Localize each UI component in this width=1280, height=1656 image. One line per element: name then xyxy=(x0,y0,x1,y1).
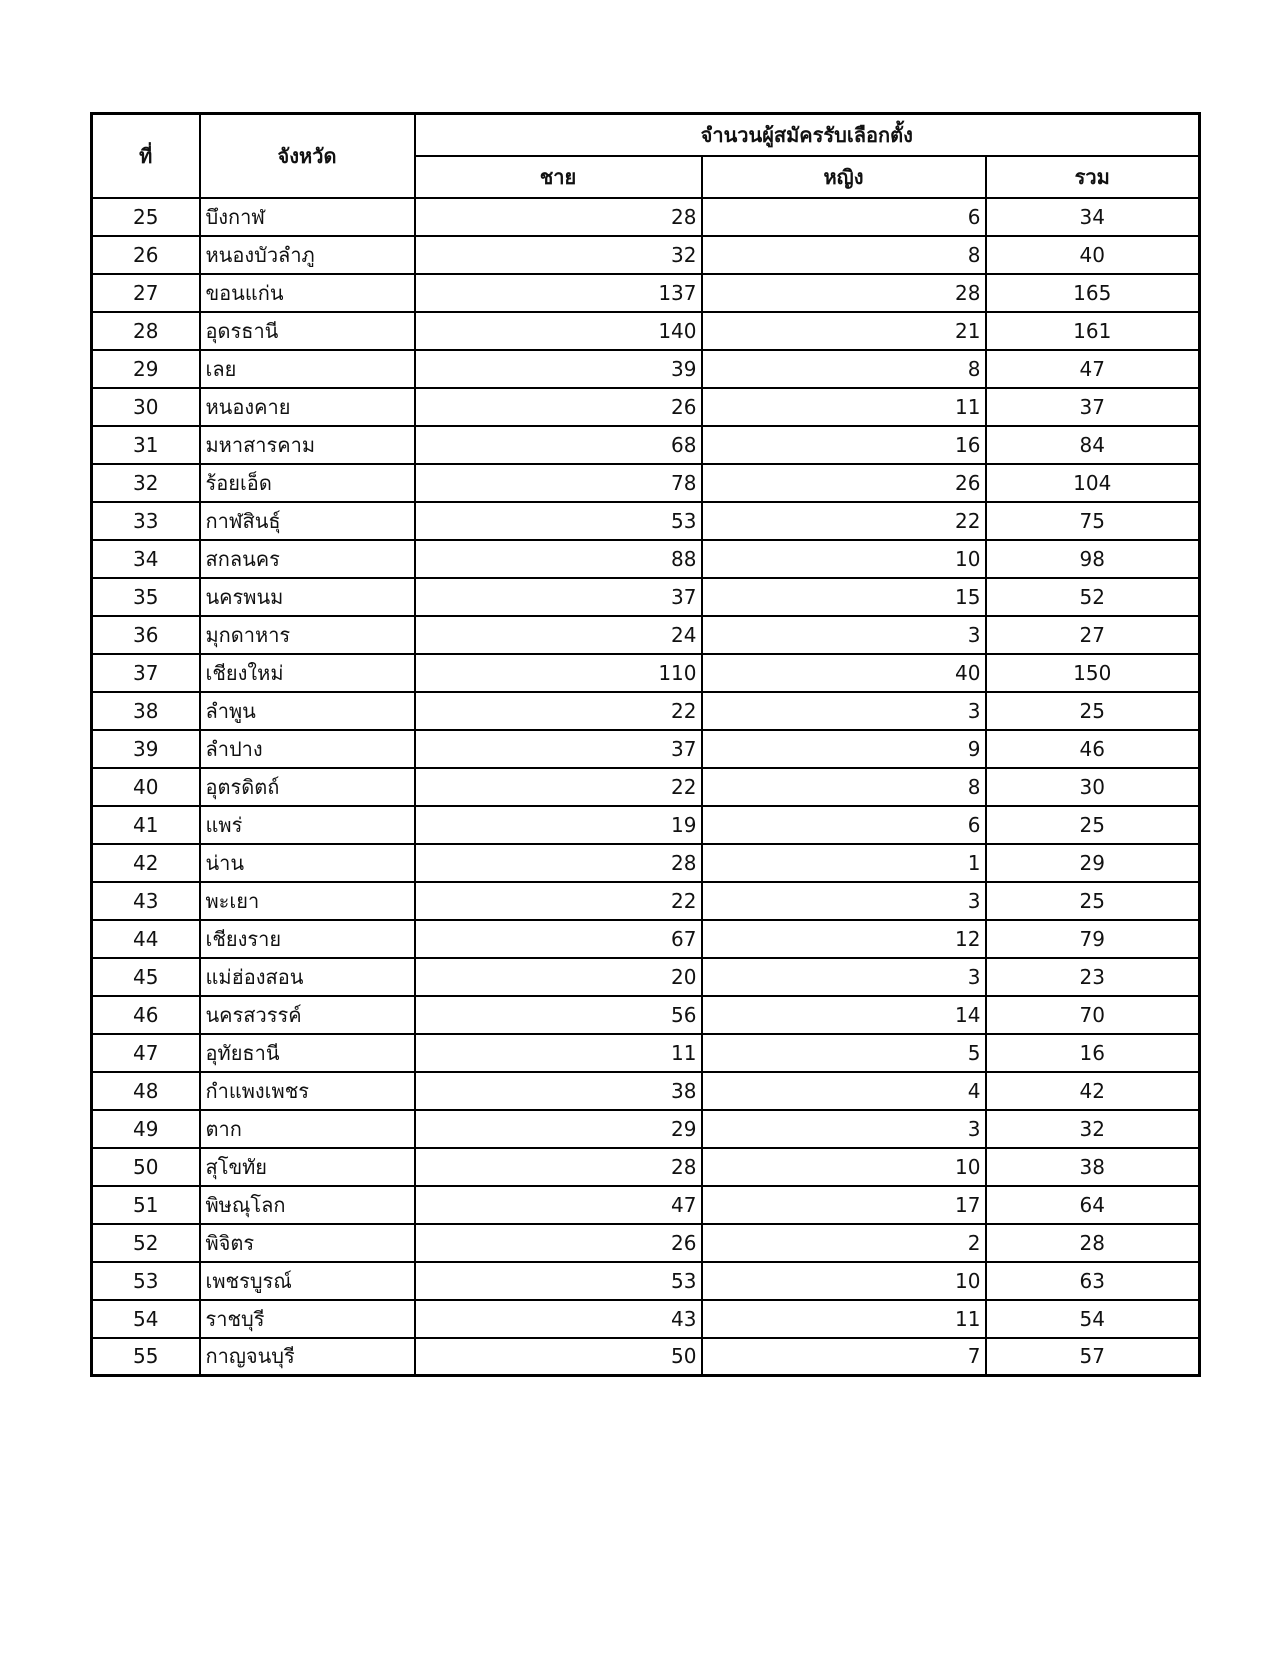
cell-no: 51 xyxy=(92,1186,200,1224)
table-row xyxy=(92,198,1200,236)
cell-total: 47 xyxy=(986,350,1200,388)
cell-female: 26 xyxy=(702,464,986,502)
cell-total: 40 xyxy=(986,236,1200,274)
cell-no: 52 xyxy=(92,1224,200,1262)
cell-male: 67 xyxy=(415,920,702,958)
header-candidate-count: จำนวนผู้สมัครรับเลือกตั้ง xyxy=(415,114,1200,156)
cell-female: 11 xyxy=(702,388,986,426)
table-row xyxy=(92,1224,1200,1262)
cell-male: 24 xyxy=(415,616,702,654)
cell-province: ราชบุรี xyxy=(200,1300,415,1338)
table-row xyxy=(92,768,1200,806)
cell-male: 88 xyxy=(415,540,702,578)
cell-male: 38 xyxy=(415,1072,702,1110)
table-row xyxy=(92,654,1200,692)
cell-total: 70 xyxy=(986,996,1200,1034)
cell-province: พะเยา xyxy=(200,882,415,920)
cell-female: 17 xyxy=(702,1186,986,1224)
cell-province: นครสวรรค์ xyxy=(200,996,415,1034)
cell-province: ลำพูน xyxy=(200,692,415,730)
cell-province: นครพนม xyxy=(200,578,415,616)
cell-no: 53 xyxy=(92,1262,200,1300)
cell-no: 40 xyxy=(92,768,200,806)
cell-province: อุดรธานี xyxy=(200,312,415,350)
cell-total: 75 xyxy=(986,502,1200,540)
cell-female: 14 xyxy=(702,996,986,1034)
cell-province: น่าน xyxy=(200,844,415,882)
cell-no: 35 xyxy=(92,578,200,616)
header-province: จังหวัด xyxy=(200,114,415,198)
cell-female: 21 xyxy=(702,312,986,350)
cell-province: กาฬสินธุ์ xyxy=(200,502,415,540)
cell-total: 150 xyxy=(986,654,1200,692)
table-row xyxy=(92,1148,1200,1186)
table-row xyxy=(92,426,1200,464)
table-row xyxy=(92,578,1200,616)
cell-male: 32 xyxy=(415,236,702,274)
table-row xyxy=(92,844,1200,882)
cell-female: 4 xyxy=(702,1072,986,1110)
cell-total: 30 xyxy=(986,768,1200,806)
cell-total: 84 xyxy=(986,426,1200,464)
table-row xyxy=(92,236,1200,274)
cell-no: 34 xyxy=(92,540,200,578)
cell-male: 110 xyxy=(415,654,702,692)
cell-male: 78 xyxy=(415,464,702,502)
table-row xyxy=(92,312,1200,350)
table-row xyxy=(92,388,1200,426)
cell-total: 23 xyxy=(986,958,1200,996)
table-row xyxy=(92,502,1200,540)
table-row xyxy=(92,882,1200,920)
cell-province: กาญจนบุรี xyxy=(200,1338,415,1376)
cell-male: 140 xyxy=(415,312,702,350)
cell-male: 29 xyxy=(415,1110,702,1148)
table-row xyxy=(92,274,1200,312)
cell-female: 28 xyxy=(702,274,986,312)
table-row xyxy=(92,958,1200,996)
cell-female: 3 xyxy=(702,1110,986,1148)
cell-female: 3 xyxy=(702,958,986,996)
cell-total: 104 xyxy=(986,464,1200,502)
cell-total: 34 xyxy=(986,198,1200,236)
table-row xyxy=(92,996,1200,1034)
cell-province: หนองบัวลำภู xyxy=(200,236,415,274)
cell-no: 29 xyxy=(92,350,200,388)
cell-no: 45 xyxy=(92,958,200,996)
table-row xyxy=(92,1110,1200,1148)
cell-male: 68 xyxy=(415,426,702,464)
table-row xyxy=(92,1072,1200,1110)
cell-male: 37 xyxy=(415,578,702,616)
cell-province: เชียงราย xyxy=(200,920,415,958)
cell-female: 5 xyxy=(702,1034,986,1072)
cell-female: 10 xyxy=(702,1262,986,1300)
cell-female: 6 xyxy=(702,806,986,844)
cell-male: 28 xyxy=(415,844,702,882)
cell-no: 42 xyxy=(92,844,200,882)
header-no: ที่ xyxy=(92,114,200,198)
cell-male: 22 xyxy=(415,882,702,920)
cell-province: มหาสารคาม xyxy=(200,426,415,464)
cell-no: 38 xyxy=(92,692,200,730)
cell-female: 40 xyxy=(702,654,986,692)
cell-no: 41 xyxy=(92,806,200,844)
cell-province: แพร่ xyxy=(200,806,415,844)
cell-no: 46 xyxy=(92,996,200,1034)
cell-total: 46 xyxy=(986,730,1200,768)
cell-male: 56 xyxy=(415,996,702,1034)
cell-no: 25 xyxy=(92,198,200,236)
cell-no: 37 xyxy=(92,654,200,692)
cell-total: 25 xyxy=(986,882,1200,920)
cell-no: 49 xyxy=(92,1110,200,1148)
cell-total: 38 xyxy=(986,1148,1200,1186)
table-row xyxy=(92,1262,1200,1300)
cell-female: 9 xyxy=(702,730,986,768)
cell-no: 44 xyxy=(92,920,200,958)
cell-male: 26 xyxy=(415,388,702,426)
table-row xyxy=(92,692,1200,730)
table-row xyxy=(92,540,1200,578)
cell-male: 37 xyxy=(415,730,702,768)
cell-province: พิจิตร xyxy=(200,1224,415,1262)
cell-female: 6 xyxy=(702,198,986,236)
cell-male: 11 xyxy=(415,1034,702,1072)
cell-female: 7 xyxy=(702,1338,986,1376)
table-row xyxy=(92,920,1200,958)
cell-province: พิษณุโลก xyxy=(200,1186,415,1224)
header-total: รวม xyxy=(986,156,1200,198)
cell-province: หนองคาย xyxy=(200,388,415,426)
cell-female: 3 xyxy=(702,616,986,654)
cell-total: 29 xyxy=(986,844,1200,882)
cell-no: 55 xyxy=(92,1338,200,1376)
cell-female: 11 xyxy=(702,1300,986,1338)
candidates-table xyxy=(90,112,1201,1377)
cell-no: 30 xyxy=(92,388,200,426)
cell-male: 43 xyxy=(415,1300,702,1338)
cell-male: 50 xyxy=(415,1338,702,1376)
header-male: ชาย xyxy=(415,156,702,198)
cell-no: 26 xyxy=(92,236,200,274)
table-row xyxy=(92,1186,1200,1224)
cell-province: สกลนคร xyxy=(200,540,415,578)
cell-female: 10 xyxy=(702,540,986,578)
cell-male: 22 xyxy=(415,692,702,730)
cell-male: 137 xyxy=(415,274,702,312)
cell-female: 16 xyxy=(702,426,986,464)
cell-total: 98 xyxy=(986,540,1200,578)
cell-male: 53 xyxy=(415,1262,702,1300)
cell-province: เชียงใหม่ xyxy=(200,654,415,692)
cell-male: 28 xyxy=(415,1148,702,1186)
cell-no: 32 xyxy=(92,464,200,502)
table-row xyxy=(92,1338,1200,1376)
cell-province: ลำปาง xyxy=(200,730,415,768)
cell-female: 12 xyxy=(702,920,986,958)
table-row xyxy=(92,1300,1200,1338)
cell-total: 54 xyxy=(986,1300,1200,1338)
cell-male: 53 xyxy=(415,502,702,540)
cell-total: 27 xyxy=(986,616,1200,654)
cell-male: 20 xyxy=(415,958,702,996)
cell-male: 39 xyxy=(415,350,702,388)
table-body xyxy=(92,198,1200,1376)
table-row xyxy=(92,464,1200,502)
cell-total: 32 xyxy=(986,1110,1200,1148)
header-female: หญิง xyxy=(702,156,986,198)
cell-province: อุตรดิตถ์ xyxy=(200,768,415,806)
cell-no: 50 xyxy=(92,1148,200,1186)
cell-male: 28 xyxy=(415,198,702,236)
cell-female: 8 xyxy=(702,768,986,806)
cell-no: 43 xyxy=(92,882,200,920)
cell-female: 15 xyxy=(702,578,986,616)
cell-province: ร้อยเอ็ด xyxy=(200,464,415,502)
cell-province: เพชรบูรณ์ xyxy=(200,1262,415,1300)
cell-female: 8 xyxy=(702,350,986,388)
cell-no: 36 xyxy=(92,616,200,654)
cell-female: 2 xyxy=(702,1224,986,1262)
cell-province: ตาก xyxy=(200,1110,415,1148)
table-row xyxy=(92,806,1200,844)
cell-male: 19 xyxy=(415,806,702,844)
cell-total: 64 xyxy=(986,1186,1200,1224)
cell-total: 16 xyxy=(986,1034,1200,1072)
cell-no: 48 xyxy=(92,1072,200,1110)
cell-total: 37 xyxy=(986,388,1200,426)
cell-total: 161 xyxy=(986,312,1200,350)
cell-female: 3 xyxy=(702,882,986,920)
table-row xyxy=(92,350,1200,388)
cell-total: 165 xyxy=(986,274,1200,312)
cell-total: 79 xyxy=(986,920,1200,958)
cell-province: กำแพงเพชร xyxy=(200,1072,415,1110)
table-row xyxy=(92,730,1200,768)
cell-female: 1 xyxy=(702,844,986,882)
cell-province: อุทัยธานี xyxy=(200,1034,415,1072)
cell-province: บึงกาฬ xyxy=(200,198,415,236)
cell-total: 25 xyxy=(986,692,1200,730)
cell-total: 52 xyxy=(986,578,1200,616)
cell-female: 8 xyxy=(702,236,986,274)
cell-no: 39 xyxy=(92,730,200,768)
table-row xyxy=(92,616,1200,654)
cell-male: 47 xyxy=(415,1186,702,1224)
cell-female: 3 xyxy=(702,692,986,730)
cell-no: 27 xyxy=(92,274,200,312)
cell-province: สุโขทัย xyxy=(200,1148,415,1186)
cell-no: 54 xyxy=(92,1300,200,1338)
cell-total: 57 xyxy=(986,1338,1200,1376)
cell-no: 31 xyxy=(92,426,200,464)
cell-no: 47 xyxy=(92,1034,200,1072)
cell-province: เลย xyxy=(200,350,415,388)
cell-total: 42 xyxy=(986,1072,1200,1110)
cell-male: 26 xyxy=(415,1224,702,1262)
cell-total: 25 xyxy=(986,806,1200,844)
cell-total: 28 xyxy=(986,1224,1200,1262)
table-header xyxy=(92,114,1200,198)
cell-female: 22 xyxy=(702,502,986,540)
cell-no: 28 xyxy=(92,312,200,350)
cell-total: 63 xyxy=(986,1262,1200,1300)
cell-province: มุกดาหาร xyxy=(200,616,415,654)
cell-province: ขอนแก่น xyxy=(200,274,415,312)
table-row xyxy=(92,1034,1200,1072)
cell-province: แม่ฮ่องสอน xyxy=(200,958,415,996)
cell-male: 22 xyxy=(415,768,702,806)
cell-no: 33 xyxy=(92,502,200,540)
cell-female: 10 xyxy=(702,1148,986,1186)
